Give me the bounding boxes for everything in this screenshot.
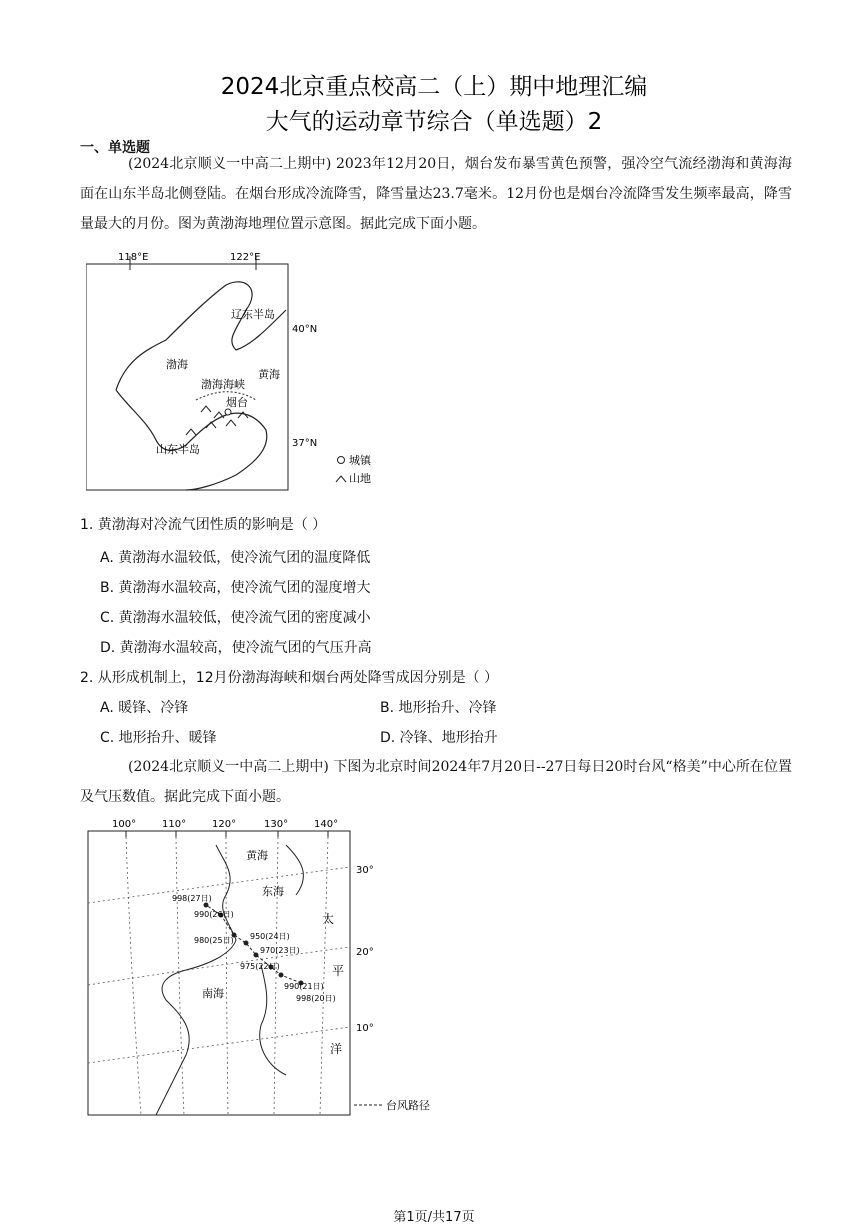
legend-mountain-icon — [336, 476, 346, 482]
mountain-symbols — [186, 406, 248, 435]
question-2-stem: 2. 从形成机制上，12月份渤海海峡和烟台两处降雪成因分别是（ ） — [80, 670, 499, 686]
map1-lat-top: 40°N — [292, 324, 318, 335]
label-huanghai-2: 黄海 — [246, 849, 268, 862]
track-point-23 — [254, 953, 259, 958]
label-nanhai: 南海 — [202, 987, 224, 1000]
track-label-26: 990(26日) — [194, 910, 234, 919]
label-bohai: 渤海 — [166, 358, 188, 371]
track-point-24 — [244, 941, 249, 946]
lon-130: 130° — [264, 819, 289, 830]
track-label-22: 975(22日) — [240, 962, 280, 971]
map1-lon-left: 118°E — [118, 252, 149, 263]
question-1-option-d[interactable]: D. 黄渤海水温较高，使冷流气团的气压升高 — [100, 640, 372, 656]
label-yantai: 烟台 — [226, 396, 248, 409]
section-label: 一、单选题 — [80, 140, 150, 156]
track-label-21: 990(21日) — [284, 982, 324, 991]
track-label-20: 998(20日) — [296, 994, 336, 1003]
legend-town: 城镇 — [349, 454, 371, 467]
lat-30: 30° — [356, 865, 374, 876]
question-1-option-b[interactable]: B. 黄渤海水温较高，使冷流气团的湿度增大 — [100, 580, 371, 596]
label-tai: 太 — [322, 912, 335, 926]
question-2-option-b[interactable]: B. 地形抬升、冷锋 — [380, 700, 497, 716]
label-shandong: 山东半岛 — [156, 443, 200, 456]
question-1-stem: 1. 黄渤海对冷流气团性质的影响是（ ） — [80, 517, 327, 533]
question-2-option-a[interactable]: A. 暖锋、冷锋 — [100, 700, 189, 716]
track-label-24: 950(24日) — [250, 932, 290, 941]
label-strait: 渤海海峡 — [201, 378, 245, 391]
question-2-option-d[interactable]: D. 冷锋、地形抬升 — [380, 730, 498, 746]
track-label-23: 970(23日) — [260, 946, 300, 955]
track-label-25: 980(25日) — [194, 936, 234, 945]
track-point-27 — [204, 903, 209, 908]
legend-mountain: 山地 — [349, 472, 371, 485]
passage-2: (2024北京顺义一中高二上期中) 下图为北京时间2024年7月20日--27日每日20时台风“格美”中心所在位置及气压数值。据此完成下面小题。 — [80, 759, 792, 805]
lat-20: 20° — [356, 947, 374, 958]
lon-120: 120° — [212, 819, 237, 830]
question-1-option-c[interactable]: C. 黄渤海水温较低，使冷流气团的密度减小 — [100, 610, 371, 626]
map1-lon-right: 122°E — [230, 252, 261, 263]
map-bohai-huanghai — [86, 250, 386, 495]
lat-10: 10° — [356, 1023, 374, 1034]
label-huanghai: 黄海 — [258, 368, 280, 381]
map-typhoon-track — [86, 815, 446, 1120]
page-footer: 第1页/共17页 — [393, 1210, 475, 1225]
label-ping: 平 — [332, 964, 345, 978]
legend-track: 台风路径 — [386, 1099, 430, 1112]
page-subtitle: 大气的运动章节综合（单选题）2 — [265, 109, 603, 135]
question-1-option-a[interactable]: A. 黄渤海水温较低，使冷流气团的温度降低 — [100, 550, 371, 566]
lon-140: 140° — [314, 819, 339, 830]
passage-1: (2024北京顺义一中高二上期中) 2023年12月20日，烟台发布暴雪黄色预警，强冷空气流经渤海和黄海海面在山东半岛北侧登陆。在烟台形成冷流降雪，降雪量达23.7毫米。12月份也是烟台冷流降雪发生频率最高，降雪量最大的月份。图为黄渤海地理位置示意图。据此完成下面小题。 — [80, 156, 792, 232]
track-label-27: 998(27日) — [172, 894, 212, 903]
label-donghai: 东海 — [262, 885, 284, 898]
label-liaodong: 辽东半岛 — [231, 308, 275, 321]
lon-ticks — [126, 831, 328, 837]
label-yang: 洋 — [330, 1042, 343, 1056]
track-point-21 — [279, 973, 284, 978]
page-title: 2024北京重点校高二（上）期中地理汇编 — [220, 74, 648, 100]
legend-town-icon — [338, 457, 345, 464]
yantai-town-marker — [225, 409, 231, 415]
lon-110: 110° — [162, 819, 187, 830]
question-2-option-c[interactable]: C. 地形抬升、暖锋 — [100, 730, 217, 746]
lon-100: 100° — [112, 819, 137, 830]
map1-lat-bottom: 37°N — [292, 438, 318, 449]
